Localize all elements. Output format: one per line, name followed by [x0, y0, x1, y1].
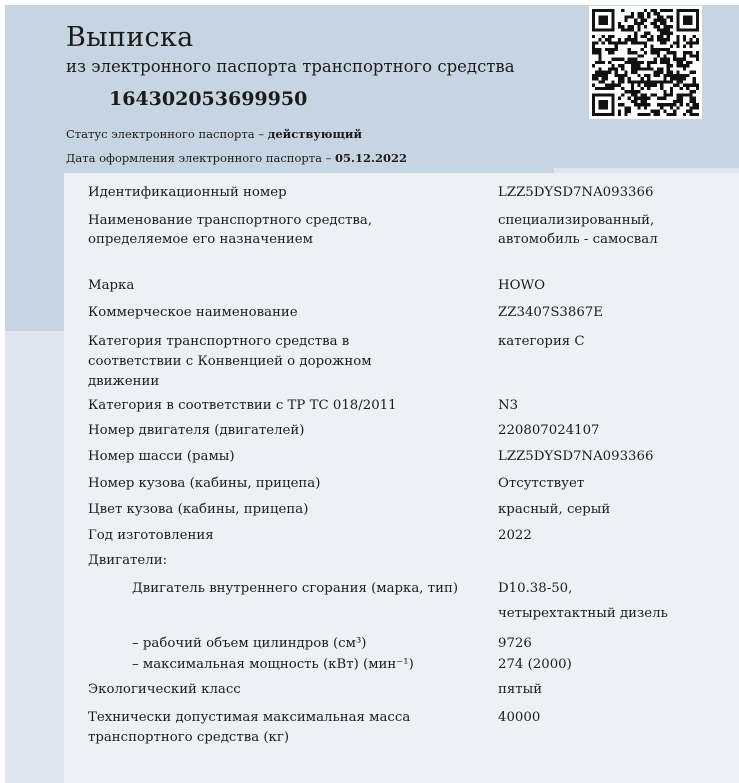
brand-value: HOWO [498, 278, 546, 293]
eco-class-label: Экологический класс [88, 682, 241, 697]
manufacture-year-value: 2022 [498, 528, 532, 543]
commercial-name-value: ZZ3407S3867E [498, 305, 603, 320]
tr-category-label: Категория в соответствии с ТР ТС 018/2011 [88, 398, 397, 413]
category-label-line2: соответствии с Конвенцией о дорожном [88, 354, 372, 369]
vehicle-name-label-line1: Наименование транспортного средства, [88, 213, 373, 228]
cylinder-volume-value: 9726 [498, 636, 532, 651]
ice-value-line1: D10.38-50, [498, 581, 573, 596]
ice-value-line2: четырехтактный дизель [498, 606, 668, 621]
engine-number-label: Номер двигателя (двигателей) [88, 423, 305, 438]
max-power-value: 274 (2000) [498, 657, 572, 672]
chassis-number-value: LZZ5DYSD7NA093366 [498, 449, 654, 464]
brand-label: Марка [88, 278, 135, 293]
document-subtitle: из электронного паспорта транспортного средства [66, 57, 515, 76]
category-label-line1: Категория транспортного средства в [88, 334, 350, 349]
tr-category-value: N3 [498, 398, 519, 413]
body-color-value: красный, серый [498, 502, 611, 517]
vehicle-name-value-line2: автомобиль - самосвал [498, 232, 658, 247]
passport-number: 164302053699950 [109, 88, 308, 110]
status-value: действующий [267, 127, 362, 141]
max-mass-label-line1: Технически допустимая максимальная масса [88, 710, 411, 725]
date-value: 05.12.2022 [335, 151, 408, 165]
vin-label: Идентификационный номер [88, 185, 287, 200]
category-value: категория C [498, 334, 585, 349]
document-title: Выписка [66, 22, 194, 53]
status-label: Статус электронного паспорта – [66, 127, 268, 141]
manufacture-year-label: Год изготовления [88, 528, 214, 543]
body-number-value: Отсутствует [498, 476, 585, 491]
qr-code-icon [589, 6, 702, 119]
chassis-number-label: Номер шасси (рамы) [88, 449, 235, 464]
date-label: Дата оформления электронного паспорта – [66, 151, 336, 165]
max-mass-label-line2: транспортного средства (кг) [88, 730, 290, 745]
eco-class-value: пятый [498, 682, 543, 697]
passport-date [66, 151, 407, 165]
max-power-label: – максимальная мощность (кВт) (мин⁻¹) [132, 657, 414, 672]
category-label-line3: движении [88, 374, 160, 389]
max-mass-value: 40000 [498, 710, 541, 725]
vehicle-name-value-line1: специализированный, [498, 213, 655, 228]
vehicle-name-label-line2: определяемое его назначением [88, 232, 313, 247]
vin-value: LZZ5DYSD7NA093366 [498, 185, 654, 200]
cylinder-volume-label: – рабочий объем цилиндров (см³) [132, 636, 367, 651]
commercial-name-label: Коммерческое наименование [88, 305, 298, 320]
ice-label: Двигатель внутреннего сгорания (марка, тип) [132, 581, 459, 596]
body-color-label: Цвет кузова (кабины, прицепа) [88, 502, 309, 517]
passport-status [66, 127, 362, 141]
engines-heading: Двигатели: [88, 553, 168, 568]
engine-number-value: 220807024107 [498, 423, 600, 438]
body-number-label: Номер кузова (кабины, прицепа) [88, 476, 321, 491]
